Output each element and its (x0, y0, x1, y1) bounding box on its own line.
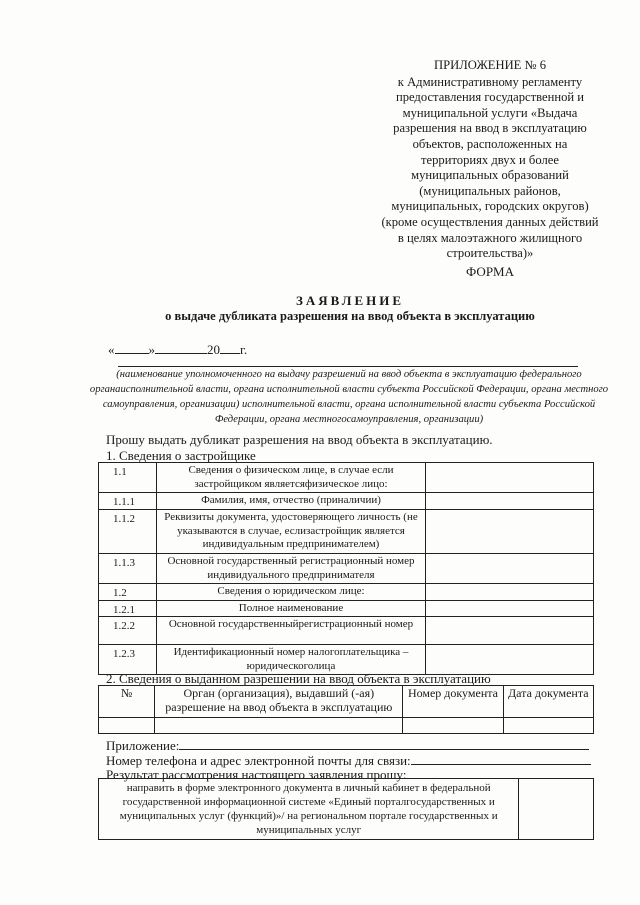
day-field[interactable] (115, 341, 149, 354)
row-number: 1.1.2 (99, 510, 157, 554)
appendix-block (380, 58, 600, 262)
row-number: 1.1 (99, 463, 157, 493)
table-header-row (99, 686, 594, 718)
request-text: Прошу выдать дубликат разрешения на ввод объекта в эксплуатацию. (106, 432, 493, 447)
document-subtitle: о выдаче дубликата разрешения на ввод объекта в эксплуатацию (165, 309, 535, 323)
table-row (99, 718, 594, 734)
row-value-field[interactable] (426, 510, 594, 554)
table-row (99, 510, 594, 554)
table-row (99, 463, 594, 493)
date-close-quote: » (148, 342, 155, 357)
row-value-field[interactable] (426, 554, 594, 584)
permit-info-table (98, 685, 594, 734)
row-number: 1.2.3 (99, 645, 157, 675)
document-title: ЗАЯВЛЕНИЕ (295, 293, 405, 308)
year-field[interactable] (220, 341, 240, 354)
table-row (99, 493, 594, 510)
table-row (99, 645, 594, 675)
row-description: Реквизиты документа, удостоверяющего личность (не указываются в случае, еслизастройщик является индивидуальным предпринимателем) (156, 510, 425, 554)
row-number: 1.1.3 (99, 554, 157, 584)
row-number: 1.2.2 (99, 617, 157, 645)
appendix-title: ПРИЛОЖЕНИЕ № 6 (434, 58, 546, 72)
row-description: Сведения о юридическом лице: (156, 584, 425, 601)
developer-info-table (98, 462, 594, 675)
result-option-text: направить в форме электронного документа в личный кабинет в федеральной государственной информационной системе «Единый порталгосударственных и муниципальных услуг (функций)»/ на региональном портале государственных и муниципальных услуг (99, 779, 519, 840)
row-description: Полное наименование (156, 600, 425, 617)
section1-heading: 1. Сведения о застройщике (106, 448, 256, 463)
row-value-field[interactable] (426, 645, 594, 675)
number-cell[interactable] (99, 718, 155, 734)
row-description: Идентификационный номер налогоплательщика – юридическоголица (156, 645, 425, 675)
contact-field[interactable] (411, 753, 591, 765)
result-label: Результат рассмотрения настоящего заявления прошу: (106, 767, 407, 782)
row-description: Сведения о физическом лице, в случае если застройщиком являетсяфизическое лицо: (156, 463, 425, 493)
table-row (99, 584, 594, 601)
row-value-field[interactable] (426, 617, 594, 645)
form-label: ФОРМА (466, 264, 514, 279)
contact-label: Номер телефона и адрес электронной почты для связи: (106, 753, 411, 768)
attachment-label: Приложение: (106, 738, 180, 753)
month-field[interactable] (155, 341, 207, 354)
row-number: 1.1.1 (99, 493, 157, 510)
row-value-field[interactable] (426, 584, 594, 601)
result-option-checkbox[interactable] (519, 779, 594, 840)
row-description: Основной государственныйрегистрационный номер (156, 617, 425, 645)
row-value-field[interactable] (426, 493, 594, 510)
row-description: Фамилия, имя, отчество (приналичии) (156, 493, 425, 510)
row-number: 1.2.1 (99, 600, 157, 617)
doc-number-cell[interactable] (403, 718, 503, 734)
appendix-text: к Административному регламенту предоставления государственной и муниципальной услуги «Выдача разрешения на ввод в эксплуатацию объектов, расположенных на территориях двух и более муниципальных образований (муниципальных районов, муниципальных, городских округов) (кроме осуществления данных действий в целях малоэтажного жилищного строительства)» (381, 74, 599, 261)
doc-date-cell[interactable] (503, 718, 593, 734)
authority-cell[interactable] (155, 718, 403, 734)
table-row (99, 617, 594, 645)
section2-heading: 2. Сведения о выданном разрешении на ввод объекта в эксплуатацию (106, 671, 491, 686)
attachment-line (106, 738, 589, 754)
result-options-table (98, 778, 594, 840)
column-header-authority: Орган (организация), выдавший (-ая) разрешение на ввод объекта в эксплуатацию (155, 686, 403, 718)
year-prefix: 20 (207, 342, 220, 357)
year-suffix: г. (240, 342, 248, 357)
row-value-field[interactable] (426, 463, 594, 493)
attachment-field[interactable] (179, 738, 589, 750)
column-header-doc-number: Номер документа (403, 686, 503, 718)
row-description: Основной государственный регистрационный номер индивидуального предпринимателя (156, 554, 425, 584)
organization-caption: (наименование уполномоченного на выдачу разрешений на ввод объекта в эксплуатацию федерального органаисполнительной власти, органа исполнительной власти субъекта Российской Федерации, органа местного самоуправления, организации) исполнительной власти, органа исполнительной власти субъекта Российской Федерации, органа местногосамоуправления, организации) (89, 369, 609, 425)
row-value-field[interactable] (426, 600, 594, 617)
table-row (99, 554, 594, 584)
column-header-number: № (99, 686, 155, 718)
date-open-quote: « (108, 342, 115, 357)
column-header-doc-date: Дата документа (503, 686, 593, 718)
table-row (99, 779, 594, 840)
date-line (108, 341, 247, 358)
table-row (99, 600, 594, 617)
row-number: 1.2 (99, 584, 157, 601)
